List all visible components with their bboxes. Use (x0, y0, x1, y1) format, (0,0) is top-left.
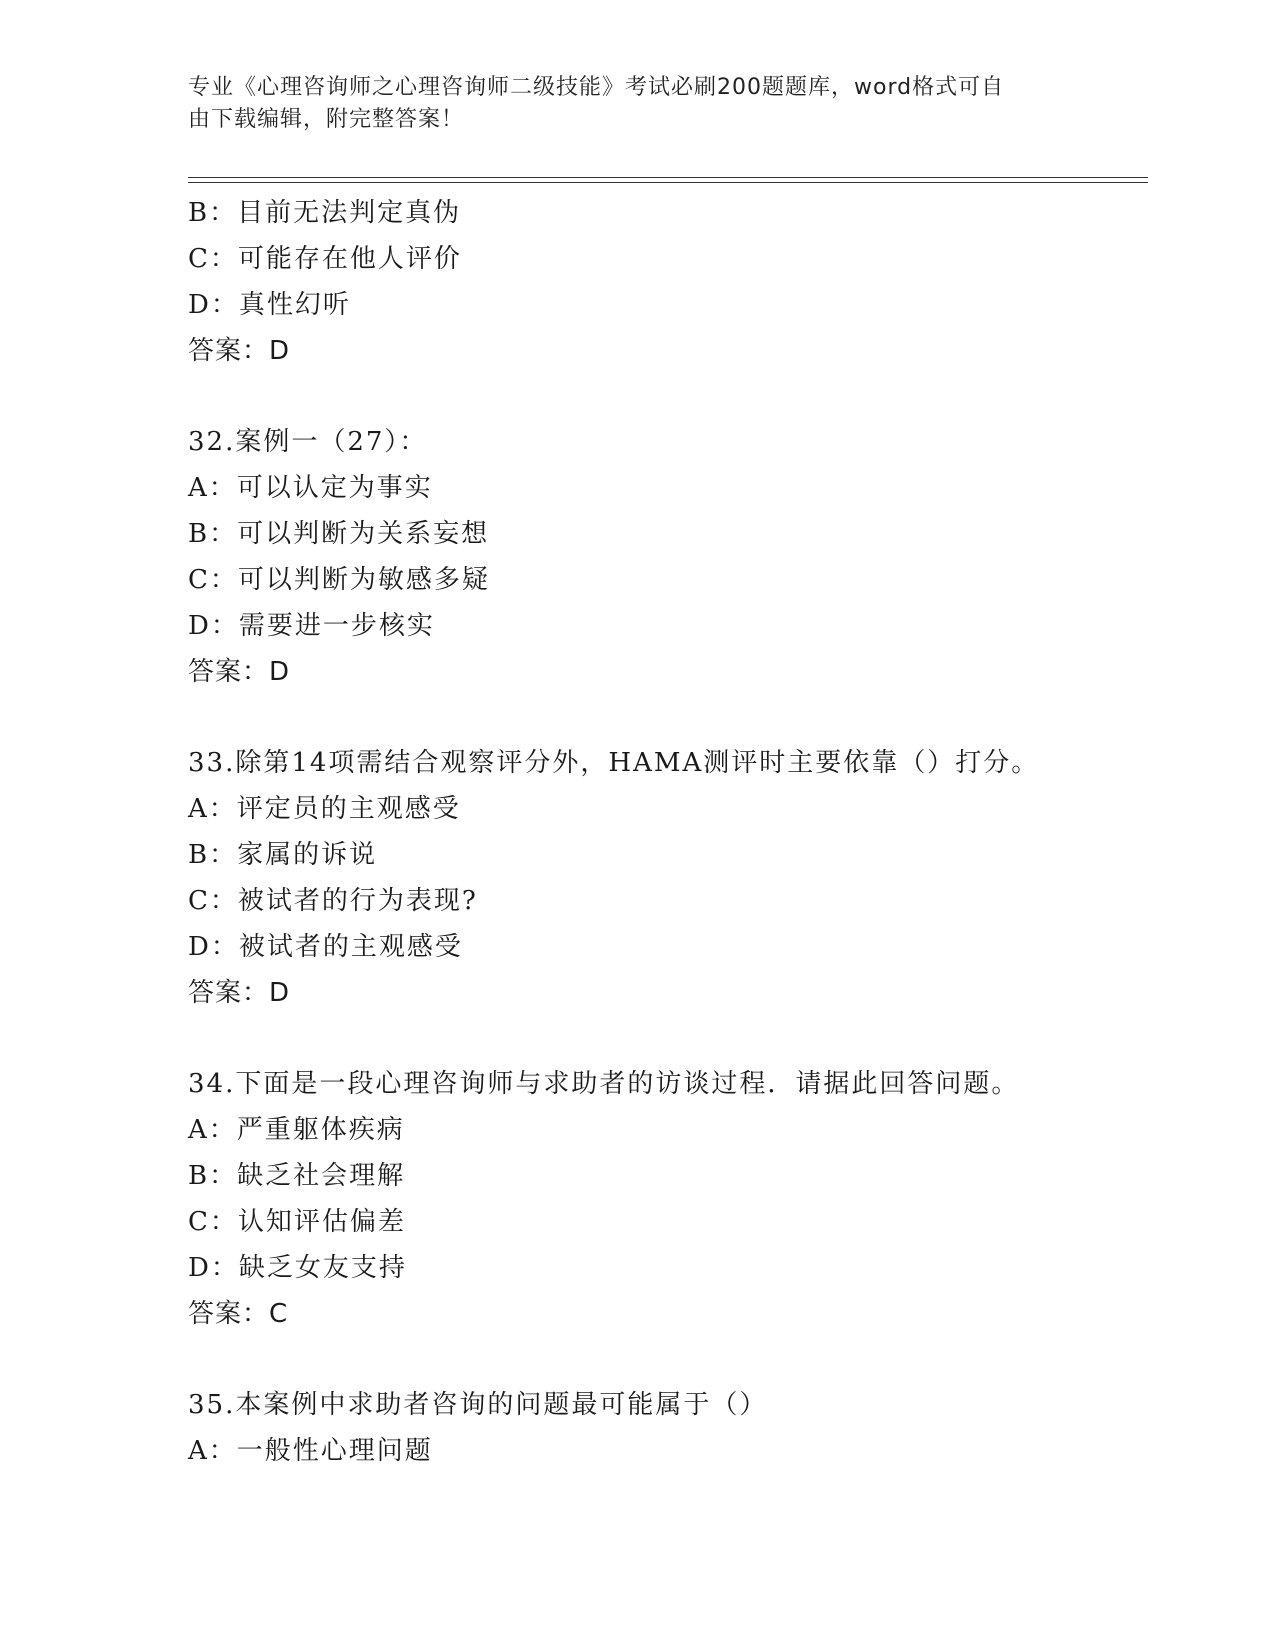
option-a: A：可以认定为事实 (188, 473, 433, 503)
option-d: D：真性幻听 (188, 290, 351, 320)
answer-line: 答案：D (188, 657, 291, 687)
question-text: 33.除第14项需结合观察评分外，HAMA测评时主要依靠（）打分。 (188, 748, 1040, 778)
option-b: B：缺乏社会理解 (188, 1161, 406, 1191)
question-block (188, 1061, 1148, 1337)
option-c: C：可能存在他人评价 (188, 244, 462, 274)
question-text: 35.本案例中求助者咨询的问题最可能属于（） (188, 1390, 768, 1420)
header-divider-bottom (188, 182, 1148, 183)
question-block (188, 190, 1148, 374)
option-b: B：可以判断为关系妄想 (188, 519, 490, 549)
option-b: B：家属的诉说 (188, 840, 378, 870)
question-block (188, 740, 1148, 1016)
question-block (188, 419, 1148, 695)
answer-line: 答案：D (188, 336, 291, 366)
option-a: A：一般性心理问题 (188, 1436, 433, 1466)
question-block (188, 1382, 1148, 1474)
option-c: C：被试者的行为表现? (188, 886, 478, 916)
question-text: 32.案例一（27）： (188, 427, 428, 457)
option-d: D：缺乏女友支持 (188, 1253, 407, 1283)
header-line-2: 由下载编辑，附完整答案！ (188, 107, 465, 132)
option-a: A：严重躯体疾病 (188, 1115, 405, 1145)
spacer (188, 374, 1148, 419)
option-b: B：目前无法判定真伪 (188, 198, 462, 228)
question-text: 34.下面是一段心理咨询师与求助者的访谈过程．请据此回答问题。 (188, 1069, 1020, 1099)
spacer (188, 695, 1148, 740)
option-a: A：评定员的主观感受 (188, 794, 461, 824)
answer-line: 答案：C (188, 1299, 289, 1329)
question-list (188, 190, 1148, 1474)
option-c: C：认知评估偏差 (188, 1207, 406, 1237)
answer-line: 答案：D (188, 978, 291, 1008)
spacer (188, 1016, 1148, 1061)
spacer (188, 1337, 1148, 1382)
option-c: C：可以判断为敏感多疑 (188, 565, 490, 595)
option-d: D：需要进一步核实 (188, 611, 435, 641)
option-d: D：被试者的主观感受 (188, 932, 463, 962)
document-header (188, 72, 1068, 136)
header-divider-top (188, 177, 1148, 178)
header-line-1: 专业《心理咨询师之心理咨询师二级技能》考试必刷200题题库，word格式可自 (188, 75, 1005, 100)
